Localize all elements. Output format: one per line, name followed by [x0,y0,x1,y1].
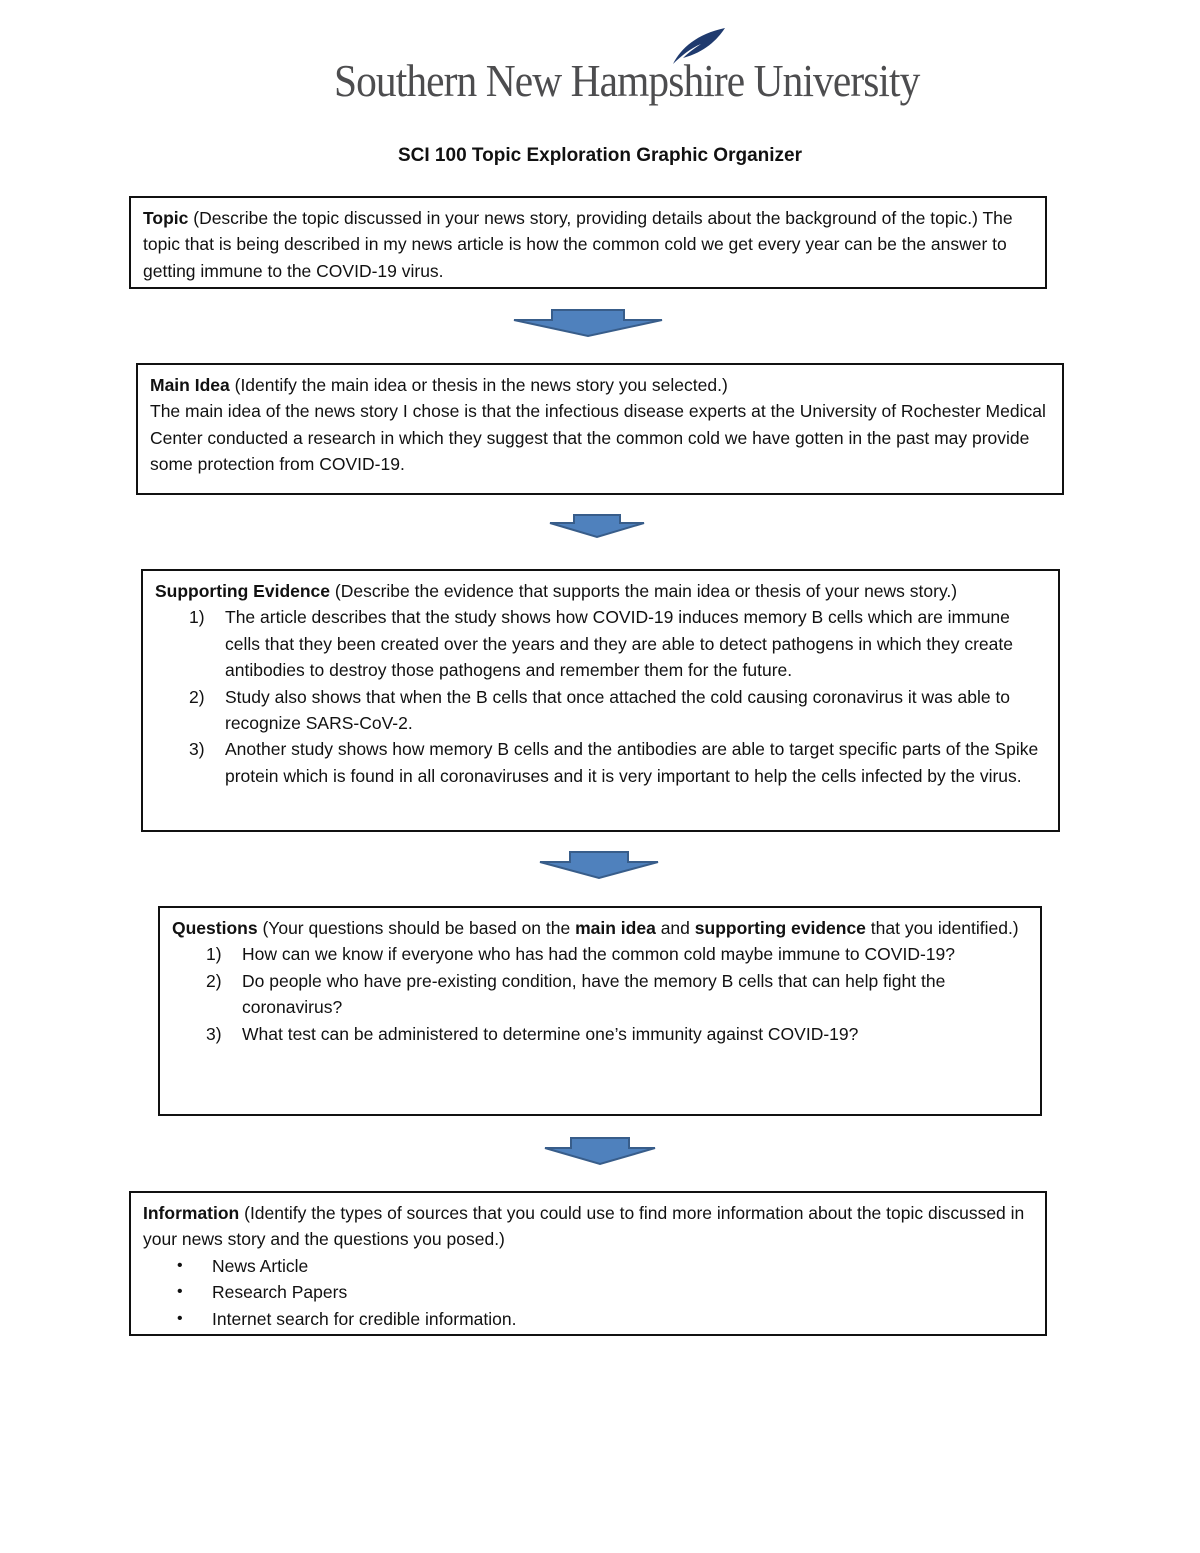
down-arrow-icon [543,1136,657,1166]
list-item: 2) Study also shows that when the B cells that once attached the cold causing coronavirus it was able to recognize SARS-CoV-2. [189,686,1011,734]
main-idea-heading [150,372,1050,398]
information-list [143,1253,1033,1332]
supporting-evidence-box [141,569,1060,832]
bullet-icon: • [177,1283,183,1301]
supporting-evidence-prompt: (Describe the evidence that supports the main idea or thesis of your news story.) [330,581,958,601]
down-arrow-icon [548,513,646,539]
bullet-icon: • [177,1309,183,1327]
questions-heading: Questions (Your questions should be based on the main idea and supporting evidence that you identified.) [172,918,1019,938]
university-logo [334,26,920,110]
information-label: Information [143,1203,240,1223]
main-idea-box [136,363,1064,495]
feather-icon [667,26,727,66]
topic-text [143,205,1033,284]
down-arrow-icon [512,308,664,338]
topic-box [129,196,1047,289]
questions-list [172,941,1028,1047]
list-item: 1) The article describes that the study shows how COVID-19 induces memory B cells which are immune cells that they been created over the years and they are able to detect pathogens in which they create antibodies to destroy those pathogens and remember them for the future. [189,607,1013,681]
main-idea-label: Main Idea [150,375,230,395]
main-idea-answer: The main idea of the news story I chose is that the infectious disease experts at the University of Rochester Medical Center conducted a research in which they suggest that the common cold we have gotten in the past may provide some protection from COVID-19. [150,401,1046,475]
list-item: • Internet search for credible information. [143,1306,1033,1332]
topic-label: Topic [143,208,189,228]
list-item: 3) Another study shows how memory B cells and the antibodies are able to target specific parts of the Spike protein which is found in all coronaviruses and it is very important to help the cells infected by the virus. [189,739,1039,786]
down-arrow-icon [538,850,660,880]
supporting-evidence-heading [155,578,1046,604]
list-item: 3) What test can be administered to determine one’s immunity against COVID-19? [206,1023,859,1044]
questions-box [158,906,1042,1116]
topic-answer: The topic that is being described in my news article is how the common cold we get every year can be the answer to getting immune to the COVID-19 virus. [143,208,1013,281]
information-heading [143,1200,1033,1253]
information-prompt: (Identify the types of sources that you could use to find more information about the topic discussed in your news story and the questions you posed.) [143,1203,1025,1250]
questions-label: Questions [172,918,258,938]
list-item: • Research Papers [143,1279,1033,1305]
list-item: 2) Do people who have pre-existing condition, have the memory B cells that can help fight the coronavirus? [206,970,946,1018]
topic-prompt: (Describe the topic discussed in your news story, providing details about the background of the topic.) [188,208,983,228]
university-name: Southern New Hampshire University [334,55,920,106]
list-item: 1) How can we know if everyone who has had the common cold maybe immune to COVID-19? [206,944,955,965]
supporting-evidence-label: Supporting Evidence [155,581,331,601]
page-title: SCI 100 Topic Exploration Graphic Organizer [397,145,803,166]
bullet-icon: • [177,1256,183,1274]
main-idea-prompt: (Identify the main idea or thesis in the news story you selected.) [229,375,728,395]
information-box [129,1191,1047,1336]
evidence-list [155,604,1046,789]
list-item: • News Article [143,1253,1033,1279]
